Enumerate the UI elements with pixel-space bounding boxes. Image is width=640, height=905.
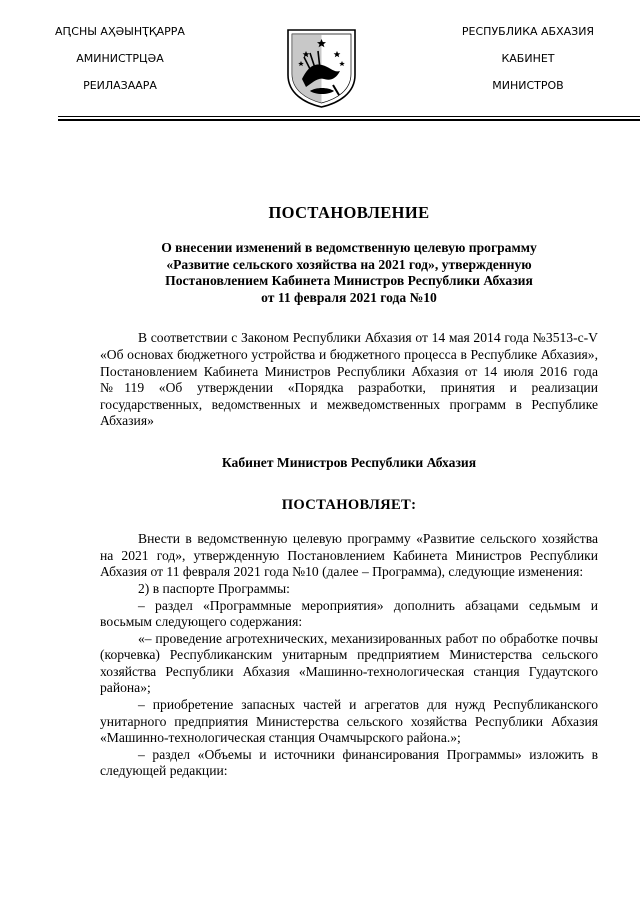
letterhead-abkhaz xyxy=(20,26,220,107)
letterhead xyxy=(0,0,640,125)
operative-paragraph-1: Внести в ведомственную целевую программу «Развитие сельского хозяйства на 2021 год», утвержденную Постановлением Кабинета Министров Республики Абхазия от 11 февраля 2021 года №10 (далее – Программа), следующие изменения: xyxy=(100,531,598,580)
operative-paragraph-5: – приобретение запасных частей и агрегатов для нужд Республиканского унитарного предприятия Министерства сельского хозяйства Республики Абхазия «Машинно-технологическая станция Очамчырского района.»; xyxy=(100,697,598,746)
letterhead-abkhaz-line-3: РЕИЛАЗААРА xyxy=(83,79,157,92)
letterhead-russian-line-1: РЕСПУБЛИКА АБХАЗИЯ xyxy=(461,25,595,38)
document-title: ПОСТАНОВЛЕНИЕ xyxy=(268,203,430,222)
letterhead-abkhaz-line-1: АԤСНЫ АҲӘЫНҬҚАРРА xyxy=(55,25,185,38)
operative-paragraph-2: 2) в паспорте Программы: xyxy=(138,580,290,596)
spacer xyxy=(100,430,598,455)
subject-line-2: «Развитие сельского хозяйства на 2021 год», утвержденную xyxy=(166,256,532,272)
operative-paragraph-3: – раздел «Программные мероприятия» дополнить абзацами седьмым и восьмым следующего содержания: xyxy=(100,597,598,630)
document-subject xyxy=(100,240,598,306)
spacer xyxy=(100,513,598,531)
letterhead-russian xyxy=(428,26,628,107)
document-body xyxy=(100,203,598,780)
letterhead-divider-thin xyxy=(58,116,640,117)
issuing-authority: Кабинет Министров Республики Абхазия xyxy=(221,454,477,470)
coat-of-arms-icon xyxy=(284,27,359,108)
letterhead-abkhaz-line-2: АМИНИСТРЦӘА xyxy=(76,52,164,65)
operative-paragraph-6: – раздел «Объемы и источники финансирования Программы» изложить в следующей редакции: xyxy=(100,746,598,779)
letterhead-divider-thick xyxy=(58,119,640,121)
subject-line-4: от 11 февраля 2021 года №10 xyxy=(261,289,437,305)
letterhead-russian-line-3: МИНИСТРОВ xyxy=(492,79,564,92)
preamble-paragraph: В соответствии с Законом Республики Абхазия от 14 мая 2014 года №3513-с-V «Об основах бюджетного устройства и бюджетного процесса в Республике Абхазия», Постановлением Кабинета Министров Республики Абхазия от 14 июля 2016 года №119 «Об утверждении «Порядка разработки, принятия и реализации государственных, ведомственных и межведомственных программ в Республике Абхазия» xyxy=(100,330,598,429)
resolves-heading: ПОСТАНОВЛЯЕТ: xyxy=(281,496,417,513)
subject-line-3: Постановлением Кабинета Министров Республики Абхазия xyxy=(165,273,533,289)
spacer xyxy=(100,472,598,497)
operative-paragraph-4: «– проведение агротехнических, механизированных работ по обработке почвы (корчевка) Республиканским унитарным предприятием Министерства сельского хозяйства Республики Абхазия «Машинно-технологическая станция Гудаутского района»; xyxy=(100,630,598,696)
subject-line-1: О внесении изменений в ведомственную целевую программу xyxy=(161,240,537,255)
letterhead-russian-line-2: КАБИНЕТ xyxy=(501,52,555,65)
